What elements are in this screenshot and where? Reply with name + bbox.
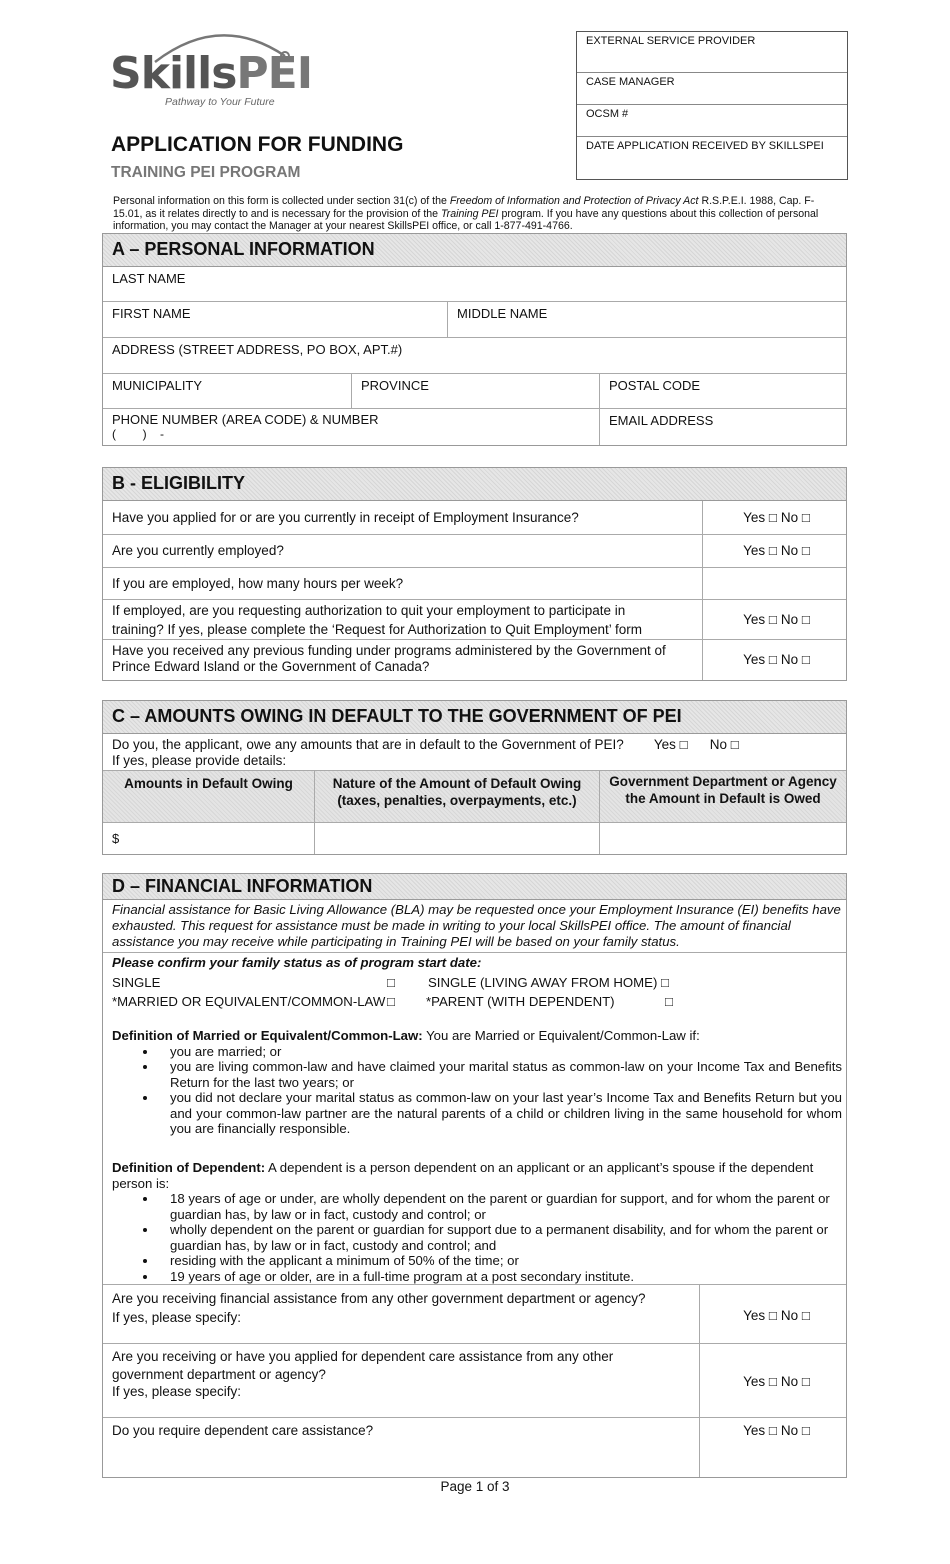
eligibility-row-hours [103,568,846,600]
last-name-row [103,267,846,302]
first-name-field[interactable]: FIRST NAME [112,306,191,321]
dependent-care-applied-row [103,1344,846,1418]
office-use-box [576,31,848,180]
phone-mask: ( ) - [112,427,164,441]
section-b-heading: B - ELIGIBILITY [103,468,846,501]
married-definition-item: • you are married; or [158,1044,842,1060]
question-default: Do you, the applicant, owe any amounts that are in default to the Government of PEI? Yes □ No □ If yes, please provide details: [112,737,739,768]
yes-no-ei[interactable]: Yes □ No □ [743,510,810,525]
eligibility-row-quit [103,600,846,640]
dependent-definition-item: • wholly dependent on the parent or guardian for support due to a permanent disability, and for whom the parent or guardian has, by law or in fact, custody and control; and [158,1222,842,1253]
yes-no-employed[interactable]: Yes □ No □ [743,543,810,558]
col-nature-of-amount: Nature of the Amount of Default Owing (taxes, penalties, overpayments, etc.) [314,771,599,822]
bla-intro-text: Financial assistance for Basic Living Allowance (BLA) may be requested once your Employment Insurance (EI) benefits have exhausted. This request for assistance must be made in writing to your local SkillsPEI office. The amount of financial assistance you may receive while participating in Training PEI will be based on your family status. [112,902,841,949]
default-table-row [103,823,846,854]
parent-checkbox[interactable]: □ [665,994,673,1009]
parent-label: *PARENT (WITH DEPENDENT) [426,994,615,1009]
other-assistance-row [103,1285,846,1344]
question-previous-funding: Have you received any previous funding under programs administered by the Government of Prince Edward Island or the Government of Canada? [112,643,666,674]
ocsm-field[interactable]: OCSM # [577,105,847,137]
page-subtitle: TRAINING PEI PROGRAM [111,164,301,181]
family-status-prompt: Please confirm your family status as of program start date: [112,955,482,970]
single-away-checkbox[interactable]: □ [661,975,669,990]
dependent-definition: Definition of Dependent: A dependent is a person dependent on an applicant or an applicant’s spouse if the dependent person is: • 18 years of age or under, are wholly dependent on the parent or guardian for support, and for whom the parent or guardian has, by law or in fact, custody and control; or • wholly dependent on the parent or guardian for support due to a permanent disability, and for whom the parent or guardian has, by law or in fact, custody and control; and • residing with the applicant a minimum of 50% of the time; or • 19 years of age or older, are in a full-time program at a post secondary institute. [112,1160,842,1284]
hours-input[interactable] [702,568,703,599]
section-a-personal-information [102,233,847,446]
eligibility-row-previous-funding [103,640,846,680]
question-quit: If employed, are you requesting authorization to quit your employment to participate in training? If yes, please complete the ‘Request for Authorization to Quit Employment’ form [112,603,643,637]
last-name-field[interactable]: LAST NAME [112,271,186,286]
yes-no-previous-funding[interactable]: Yes □ No □ [743,652,810,667]
question-employed: Are you currently employed? [112,543,284,558]
address-field[interactable]: ADDRESS (STREET ADDRESS, PO BOX, APT.#) [112,342,403,357]
amount-owing-input[interactable]: $ [112,831,120,846]
married-definition: Definition of Married or Equivalent/Common-Law: You are Married or Equivalent/Common-Law if: • you are married; or • you are living common-law and have claimed your marital status as common-law on your Income Tax and Benefits Return for the last two years; or • you did not declare your marital status as common-law on your last year’s Income Tax and Benefits Return but you and your common-law partner are the natural parents of a child or children living in the same household for whom you are financially responsible. [112,1028,842,1137]
municipality-field[interactable]: MUNICIPALITY [112,378,203,393]
default-table-header [103,771,846,823]
logo-tagline: Pathway to Your Future [165,96,275,108]
contact-row [103,409,846,445]
dependent-definition-item: • 18 years of age or under, are wholly dependent on the parent or guardian for support, and for whom the parent or guardian has, by law or in fact, custody and control; or [158,1191,842,1222]
single-away-label: SINGLE (LIVING AWAY FROM HOME) [428,975,658,990]
default-question-row [103,734,846,771]
middle-name-field[interactable]: MIDDLE NAME [447,302,846,337]
section-c-amounts-owing [102,700,847,855]
eligibility-row-ei [103,501,846,535]
married-definition-item: • you are living common-law and have claimed your marital status as common-law on your Income Tax and Benefits Return for the last two years; or [158,1059,842,1090]
question-other-assistance: Are you receiving financial assistance from any other government department or agency? If yes, please specify: [112,1291,646,1325]
page-title: APPLICATION FOR FUNDING [111,133,404,156]
single-checkbox[interactable]: □ [387,975,395,990]
dependent-definition-item: • residing with the applicant a minimum of 50% of the time; or [158,1253,842,1269]
date-received-field[interactable]: DATE APPLICATION RECEIVED BY SKILLSPEI [586,140,824,152]
province-field[interactable]: PROVINCE [351,374,599,408]
default-yes-checkbox[interactable]: Yes □ [653,737,688,752]
col-government-department: Government Department or Agency the Amount in Default is Owed [599,771,846,822]
col-amounts-owing: Amounts in Default Owing [103,771,314,822]
nature-input[interactable] [314,823,599,854]
default-no-checkbox[interactable]: No □ [709,737,739,752]
phone-label: PHONE NUMBER (AREA CODE) & NUMBER [112,412,379,427]
single-label: SINGLE [112,975,161,990]
dependent-care-required-row [103,1418,846,1477]
yes-no-dependent-care-required[interactable]: Yes □ No □ [743,1423,810,1438]
yes-no-quit[interactable]: Yes □ No □ [743,612,810,627]
name-row [103,302,846,338]
location-row [103,374,846,409]
section-b-eligibility [102,467,847,681]
postal-code-field[interactable]: POSTAL CODE [599,374,846,408]
yes-no-dependent-care-applied[interactable]: Yes □ No □ [743,1374,810,1389]
page-number: Page 1 of 3 [440,1479,510,1494]
married-checkbox[interactable]: □ [387,994,395,1009]
eligibility-row-employed [103,535,846,568]
question-dependent-care-applied: Are you receiving or have you applied for dependent care assistance from any other government department or agency? If yes, please specify: [112,1349,614,1399]
case-manager-field[interactable]: CASE MANAGER [577,73,847,105]
phone-field[interactable] [103,409,599,445]
question-ei: Have you applied for or are you currently in receipt of Employment Insurance? [112,510,579,525]
question-dependent-care-required: Do you require dependent care assistance? [112,1423,374,1438]
bla-intro-row [103,900,846,953]
logo-wordmark: SkillsPEI [110,48,313,99]
married-label: *MARRIED OR EQUIVALENT/COMMON-LAW [112,994,386,1009]
address-row [103,338,846,374]
married-definition-item: • you did not declare your marital status as common-law on your last year’s Income Tax and Benefits Return but you and your common-law partner are the natural parents of a child or children living in the same household for whom you are financially responsible. [158,1090,842,1137]
external-service-provider-field[interactable]: EXTERNAL SERVICE PROVIDER [577,32,847,73]
section-d-financial-information [102,873,847,1478]
privacy-notice: Personal information on this form is collected under section 31(c) of the Freedom of Information and Protection of Privacy Act R.S.P.E.I. 1988, Cap. F-15.01, as it relates directly to and is necessary for the provision of the Training PEI program. If you have any questions about this collection of personal information, you may contact the Manager at your nearest SkillsPEI office, or call 1-877-491-4766. [113,195,819,232]
family-status-block [103,953,846,1285]
email-field[interactable]: EMAIL ADDRESS [599,409,846,445]
question-hours: If you are employed, how many hours per week? [112,576,404,591]
section-c-heading: C – AMOUNTS OWING IN DEFAULT TO THE GOVERNMENT OF PEI [103,701,846,734]
section-a-heading: A – PERSONAL INFORMATION [103,234,846,267]
dependent-definition-item: • 19 years of age or older, are in a full-time program at a post secondary institute. [158,1269,842,1285]
department-input[interactable] [599,823,846,854]
skillspei-logo [110,26,313,114]
section-d-heading: D – FINANCIAL INFORMATION [103,874,846,900]
yes-no-other-assistance[interactable]: Yes □ No □ [743,1308,810,1323]
